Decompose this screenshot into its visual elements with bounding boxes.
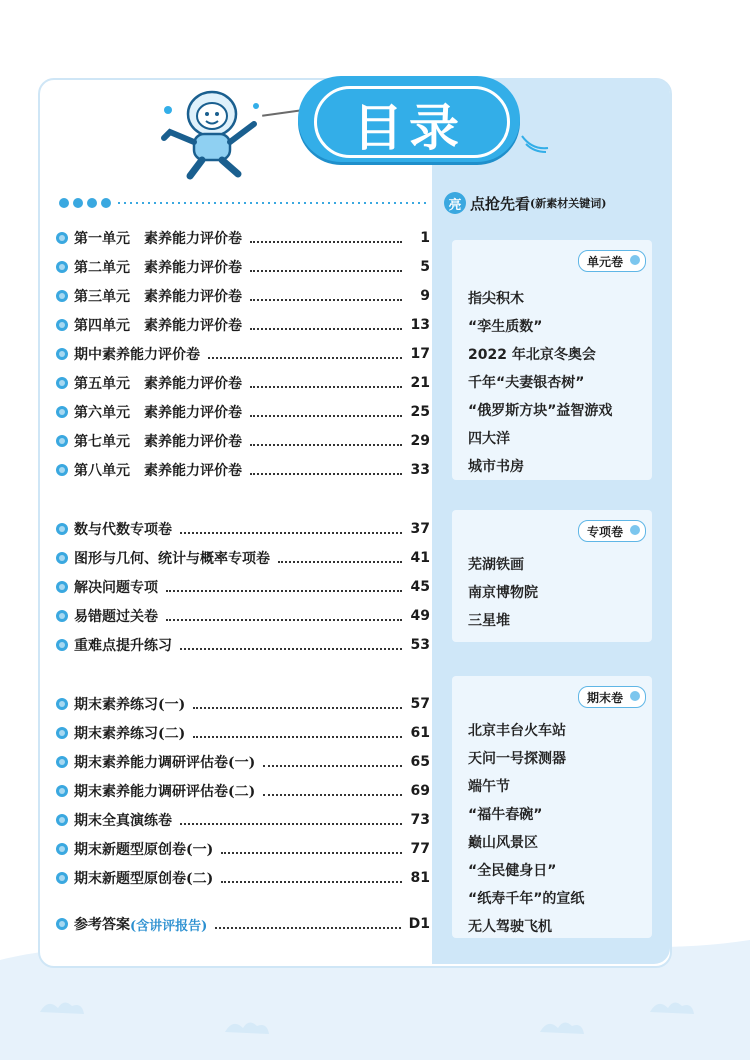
toc-row[interactable] bbox=[56, 576, 430, 598]
toc-row[interactable] bbox=[56, 372, 430, 394]
circle-bullet-icon bbox=[56, 843, 68, 855]
swoosh-icon bbox=[520, 132, 550, 154]
circle-bullet-icon bbox=[56, 727, 68, 739]
keyword-item: 南京博物院 bbox=[468, 585, 538, 601]
toc-row[interactable] bbox=[56, 867, 430, 889]
leader-dots bbox=[221, 873, 402, 883]
dotted-divider bbox=[58, 195, 428, 211]
toc-entry-title: 期末新题型原创卷(一) bbox=[74, 842, 214, 858]
toc-entry-title: 期末素养能力调研评估卷(二) bbox=[74, 784, 256, 800]
keyword-item: “俄罗斯方块”益智游戏 bbox=[468, 403, 613, 419]
toc-entry-title: 第六单元 素养能力评价卷 bbox=[74, 405, 242, 421]
toc-row[interactable] bbox=[56, 430, 430, 452]
toc-row[interactable] bbox=[56, 459, 430, 481]
circle-bullet-icon bbox=[56, 814, 68, 826]
circle-bullet-icon bbox=[56, 523, 68, 535]
leader-dots bbox=[166, 582, 402, 592]
keyword-item: 四大洋 bbox=[468, 431, 510, 447]
keyword-item: 指尖积木 bbox=[468, 291, 524, 307]
toc-entry-title: 期末全真演练卷 bbox=[74, 813, 172, 829]
toc-page-number: 81 bbox=[410, 870, 430, 886]
answers-subtitle: (含讲评报告) bbox=[130, 918, 208, 934]
leader-dots bbox=[263, 786, 402, 796]
toc-row[interactable] bbox=[56, 634, 430, 656]
toc-page-number: 21 bbox=[410, 375, 430, 391]
toc-page-number: D1 bbox=[408, 916, 430, 932]
leader-dots bbox=[250, 465, 402, 475]
toc-page-number: 69 bbox=[410, 783, 430, 799]
leader-dots bbox=[250, 378, 402, 388]
leader-dots bbox=[180, 640, 402, 650]
keyword-item: 天问一号探测器 bbox=[468, 751, 566, 767]
toc-row[interactable] bbox=[56, 693, 430, 715]
circle-bullet-icon bbox=[56, 552, 68, 564]
astronaut-mascot-icon bbox=[150, 84, 280, 184]
circle-bullet-icon bbox=[56, 435, 68, 447]
keyword-item: 城市书房 bbox=[468, 459, 524, 475]
circle-bullet-icon bbox=[56, 639, 68, 651]
keyword-item: “孪生质数” bbox=[468, 319, 543, 335]
circle-bullet-icon bbox=[56, 261, 68, 273]
circle-bullet-icon bbox=[56, 698, 68, 710]
keyword-item: 芜湖铁画 bbox=[468, 557, 524, 573]
toc-page-number: 29 bbox=[410, 433, 430, 449]
leader-dots bbox=[250, 233, 402, 243]
keyword-box-special bbox=[452, 510, 652, 642]
toc-page-number: 9 bbox=[420, 288, 430, 304]
toc-row[interactable] bbox=[56, 285, 430, 307]
highlights-header bbox=[444, 190, 670, 216]
toc-page-number: 53 bbox=[410, 637, 430, 653]
answers-title: 参考答案 bbox=[74, 917, 130, 933]
toc-entry-title: 重难点提升练习 bbox=[74, 638, 172, 654]
toc-entry-title: 数与代数专项卷 bbox=[74, 522, 172, 538]
toc-row[interactable] bbox=[56, 751, 430, 773]
keyword-item: “纸寿千年”的宣纸 bbox=[468, 891, 585, 907]
highlights-title: 点抢先看 bbox=[470, 194, 531, 213]
leader-dots bbox=[193, 728, 402, 738]
toc-page-number: 45 bbox=[410, 579, 430, 595]
toc-entry-title: 解决问题专项 bbox=[74, 580, 158, 596]
toc-page-number: 65 bbox=[410, 754, 430, 770]
leader-dots bbox=[250, 407, 402, 417]
toc-entry-title: 第四单元 素养能力评价卷 bbox=[74, 318, 242, 334]
toc-row[interactable] bbox=[56, 343, 430, 365]
page-title: 目录 bbox=[353, 99, 465, 157]
toc-entry-title: 图形与几何、统计与概率专项卷 bbox=[74, 551, 270, 567]
toc-entry-title: 第一单元 素养能力评价卷 bbox=[74, 231, 242, 247]
circle-bullet-icon bbox=[56, 348, 68, 360]
keyword-item: 端午节 bbox=[468, 779, 510, 795]
toc-page-number: 61 bbox=[410, 725, 430, 741]
box-tag: 专项卷 bbox=[578, 520, 646, 542]
toc-row[interactable] bbox=[56, 838, 430, 860]
toc-row[interactable] bbox=[56, 547, 430, 569]
leader-dots bbox=[208, 349, 402, 359]
keyword-item: 北京丰台火车站 bbox=[468, 723, 566, 739]
toc-entry-title: 期末素养练习(一) bbox=[74, 697, 186, 713]
toc-row[interactable] bbox=[56, 780, 430, 802]
keyword-item: 无人驾驶飞机 bbox=[468, 919, 552, 935]
toc-entry-title: 期末素养练习(二) bbox=[74, 726, 186, 742]
toc-row-answers[interactable] bbox=[56, 913, 430, 935]
toc-page-number: 13 bbox=[410, 317, 430, 333]
circle-bullet-icon bbox=[56, 872, 68, 884]
toc-row[interactable] bbox=[56, 401, 430, 423]
leader-dots bbox=[180, 524, 402, 534]
toc-row[interactable] bbox=[56, 518, 430, 540]
circle-bullet-icon bbox=[56, 918, 68, 930]
highlights-subtitle: (新素材关键词) bbox=[530, 197, 607, 210]
toc-entry-title: 期中素养能力评价卷 bbox=[74, 347, 200, 363]
leader-dots bbox=[215, 919, 400, 929]
keyword-item: “福牛春碗” bbox=[468, 807, 543, 823]
toc-page-number: 77 bbox=[410, 841, 430, 857]
keyword-box-unit bbox=[452, 240, 652, 480]
keyword-box-final bbox=[452, 676, 652, 938]
highlight-badge-icon: 亮 bbox=[444, 192, 466, 214]
circle-bullet-icon bbox=[56, 232, 68, 244]
toc-page-number: 49 bbox=[410, 608, 430, 624]
toc-page-number: 33 bbox=[410, 462, 430, 478]
leader-dots bbox=[250, 320, 402, 330]
toc-entry-title: 易错题过关卷 bbox=[74, 609, 158, 625]
toc-row[interactable] bbox=[56, 227, 430, 249]
toc-entry-title: 期末素养能力调研评估卷(一) bbox=[74, 755, 256, 771]
circle-bullet-icon bbox=[56, 756, 68, 768]
toc-entry-title: 期末新题型原创卷(二) bbox=[74, 871, 214, 887]
toc-row[interactable] bbox=[56, 809, 430, 831]
toc-entry-title: 第七单元 素养能力评价卷 bbox=[74, 434, 242, 450]
toc-entry-title: 第二单元 素养能力评价卷 bbox=[74, 260, 242, 276]
toc-entry-title: 第五单元 素养能力评价卷 bbox=[74, 376, 242, 392]
toc-page-number: 37 bbox=[410, 521, 430, 537]
box-tag: 单元卷 bbox=[578, 250, 646, 272]
leader-dots bbox=[250, 291, 402, 301]
circle-bullet-icon bbox=[56, 290, 68, 302]
toc-page-number: 73 bbox=[410, 812, 430, 828]
toc-page-number: 17 bbox=[410, 346, 430, 362]
leader-dots bbox=[180, 815, 402, 825]
keyword-item: 巅山风景区 bbox=[468, 835, 538, 851]
circle-bullet-icon bbox=[56, 785, 68, 797]
toc-row[interactable] bbox=[56, 722, 430, 744]
leader-dots bbox=[221, 844, 402, 854]
keyword-item: 2022 年北京冬奥会 bbox=[468, 347, 596, 363]
circle-bullet-icon bbox=[56, 610, 68, 622]
box-tag: 期末卷 bbox=[578, 686, 646, 708]
leader-dots bbox=[250, 436, 402, 446]
toc-entry-title: 第八单元 素养能力评价卷 bbox=[74, 463, 242, 479]
toc-page-number: 1 bbox=[420, 230, 430, 246]
toc-page-number: 41 bbox=[410, 550, 430, 566]
circle-bullet-icon bbox=[56, 377, 68, 389]
toc-row[interactable] bbox=[56, 605, 430, 627]
toc-page-number: 25 bbox=[410, 404, 430, 420]
leader-dots bbox=[278, 553, 402, 563]
toc-entry-title: 第三单元 素养能力评价卷 bbox=[74, 289, 242, 305]
toc-page-number: 5 bbox=[420, 259, 430, 275]
keyword-item: “全民健身日” bbox=[468, 863, 557, 879]
title-badge bbox=[298, 76, 520, 162]
toc-row[interactable] bbox=[56, 256, 430, 278]
toc-row[interactable] bbox=[56, 314, 430, 336]
toc-page-number: 57 bbox=[410, 696, 430, 712]
circle-bullet-icon bbox=[56, 406, 68, 418]
circle-bullet-icon bbox=[56, 464, 68, 476]
leader-dots bbox=[250, 262, 402, 272]
leader-dots bbox=[263, 757, 402, 767]
keyword-item: 千年“夫妻银杏树” bbox=[468, 375, 585, 391]
circle-bullet-icon bbox=[56, 319, 68, 331]
circle-bullet-icon bbox=[56, 581, 68, 593]
leader-dots bbox=[166, 611, 402, 621]
keyword-item: 三星堆 bbox=[468, 613, 510, 629]
leader-dots bbox=[193, 699, 402, 709]
